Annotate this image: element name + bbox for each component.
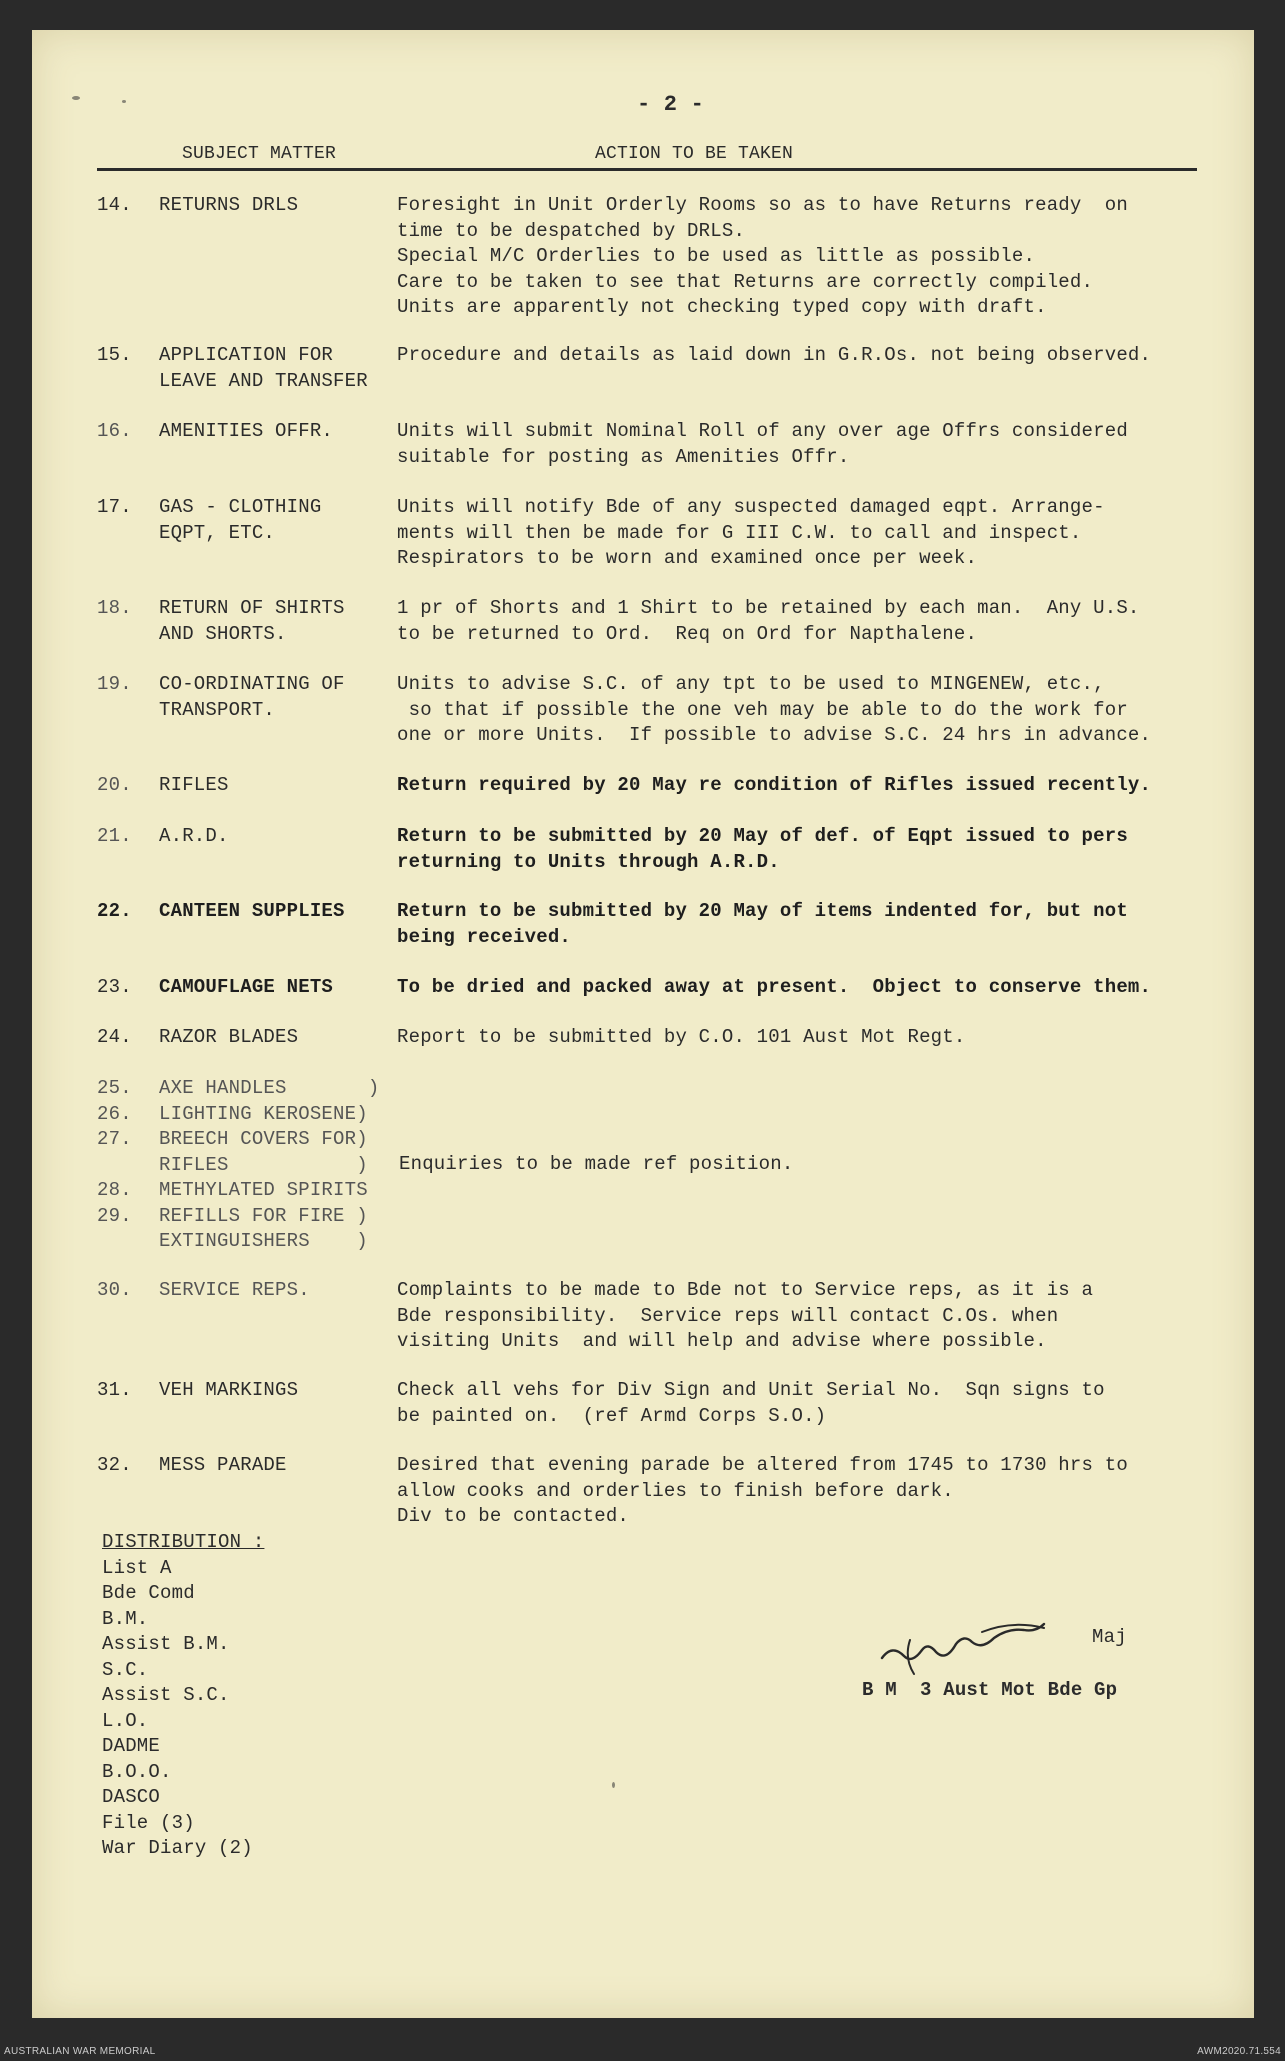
- item-action: Return to be submitted by 20 May of items indented for, but not being received.: [397, 900, 1128, 948]
- item-number: 31.: [97, 1379, 132, 1401]
- item-number: 20.: [97, 774, 132, 796]
- item-action: Return to be submitted by 20 May of def. of Eqpt issued to pers returning to Units through A.R.D.: [397, 825, 1128, 873]
- item-action: Foresight in Unit Orderly Rooms so as to have Returns ready on time to be despatched by DRLS. Special M/C Orderlies to be used as little as possible. Care to be taken to see that Returns are correctly compiled. Units are apparently not checking typed copy with draft.: [397, 194, 1128, 318]
- handwritten-signature: [862, 1610, 1072, 1680]
- item-number: 14.: [97, 194, 132, 216]
- item-subject: RETURN OF SHIRTS AND SHORTS.: [159, 597, 345, 645]
- header-rule: [97, 168, 1197, 171]
- distribution-list: [102, 1530, 264, 1862]
- ink-speck: [72, 96, 80, 100]
- distribution-entries: List A Bde Comd B.M. Assist B.M. S.C. Assist S.C. L.O. DADME B.O.O. DASCO File (3) War Diary (2): [102, 1556, 253, 1859]
- item-subject: AMENITIES OFFR.: [159, 420, 334, 442]
- item-subject: VEH MARKINGS: [159, 1379, 299, 1401]
- item-number: 32.: [97, 1454, 132, 1476]
- item-subject: CO-ORDINATING OF TRANSPORT.: [159, 673, 345, 721]
- item-number: 15.: [97, 344, 132, 366]
- item-subject: SERVICE REPS.: [159, 1279, 310, 1301]
- item-number: 16.: [97, 420, 132, 442]
- item-number: 18.: [97, 597, 132, 619]
- footer-reference-number: AWM2020.71.554: [1197, 2046, 1281, 2057]
- item-action: Report to be submitted by C.O. 101 Aust Mot Regt.: [397, 1026, 966, 1048]
- item-action: Procedure and details as laid down in G.R.Os. not being observed.: [397, 344, 1152, 366]
- item-number: 24.: [97, 1026, 132, 1048]
- ink-speck: [612, 1782, 615, 1788]
- distribution-title: DISTRIBUTION :: [102, 1531, 265, 1553]
- item-subject: GAS - CLOTHING EQPT, ETC.: [159, 496, 322, 544]
- signatory-title: B M 3 Aust Mot Bde Gp: [862, 1679, 1118, 1701]
- item-subject: CANTEEN SUPPLIES: [159, 900, 345, 922]
- item-action: Units will submit Nominal Roll of any over age Offrs considered suitable for posting as Amenities Offr.: [397, 420, 1128, 468]
- item-subject: RETURNS DRLS: [159, 194, 299, 216]
- item-number: 17.: [97, 496, 132, 518]
- item-subject: APPLICATION FOR LEAVE AND TRANSFER: [159, 344, 368, 392]
- footer-archive-name: AUSTRALIAN WAR MEMORIAL: [4, 2046, 156, 2057]
- document-page: [32, 30, 1254, 2018]
- item-number: 23.: [97, 976, 132, 998]
- item-subject: MESS PARADE: [159, 1454, 287, 1476]
- ink-speck: [122, 100, 126, 103]
- grouped-item-subjects: AXE HANDLES ) LIGHTING KEROSENE) BREECH COVERS FOR) RIFLES ) METHYLATED SPIRITS REFILLS FOR FIRE ) EXTINGUISHERS ): [159, 1077, 380, 1252]
- signature-rank: Maj: [1092, 1626, 1127, 1648]
- item-number: 19.: [97, 673, 132, 695]
- item-action: 1 pr of Shorts and 1 Shirt to be retained by each man. Any U.S. to be returned to Ord. Req on Ord for Napthalene.: [397, 597, 1140, 645]
- item-subject: A.R.D.: [159, 825, 229, 847]
- item-subject: CAMOUFLAGE NETS: [159, 976, 334, 998]
- item-action: Return required by 20 May re condition of Rifles issued recently.: [397, 774, 1152, 796]
- item-action: Units to advise S.C. of any tpt to be used to MINGENEW, etc., so that if possible the one veh may be able to do the work for one or more Units. If possible to advise S.C. 24 hrs in advance.: [397, 673, 1152, 746]
- item-action: Units will notify Bde of any suspected damaged eqpt. Arrange- ments will then be made for G III C.W. to call and inspect. Respirators to be worn and examined once per week.: [397, 496, 1105, 569]
- item-subject: RIFLES: [159, 774, 229, 796]
- item-subject: RAZOR BLADES: [159, 1026, 299, 1048]
- item-action: To be dried and packed away at present. Object to conserve them.: [397, 976, 1152, 998]
- item-number: 21.: [97, 825, 132, 847]
- item-number: 22.: [97, 900, 132, 922]
- item-action: Check all vehs for Div Sign and Unit Serial No. Sqn signs to be painted on. (ref Armd Corps S.O.): [397, 1379, 1105, 1427]
- action-header: ACTION TO BE TAKEN: [595, 144, 794, 164]
- page-number: - 2 -: [637, 92, 705, 117]
- item-action: Complaints to be made to Bde not to Service reps, as it is a Bde responsibility. Service reps will contact C.Os. when visiting Units and will help and advise where possible.: [397, 1279, 1094, 1352]
- item-number: 30.: [97, 1279, 132, 1301]
- grouped-item-action: Enquiries to be made ref position.: [399, 1153, 794, 1175]
- item-action: Desired that evening parade be altered from 1745 to 1730 hrs to allow cooks and orderlies to finish before dark. Div to be contacted.: [397, 1454, 1128, 1527]
- grouped-item-numbers: 25. 26. 27. 28. 29.: [97, 1077, 132, 1227]
- subject-matter-header: SUBJECT MATTER: [182, 144, 337, 164]
